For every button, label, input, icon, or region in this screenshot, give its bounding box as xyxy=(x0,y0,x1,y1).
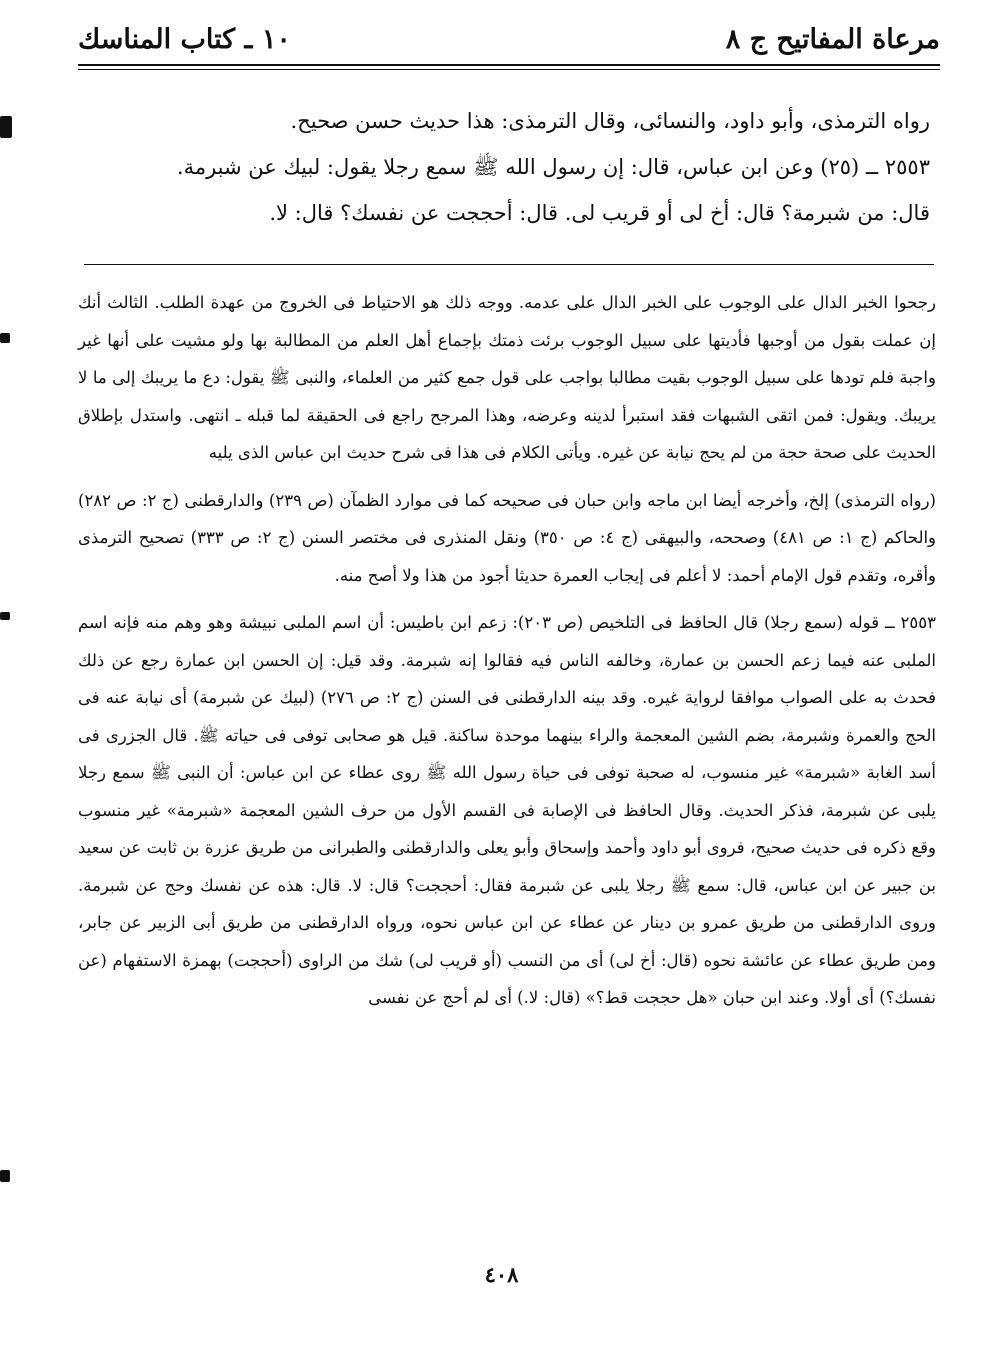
hadith-line-1: رواه الترمذى، وأبو داود، والنسائى، وقال الترمذى: هذا حديث حسن صحيح. xyxy=(290,109,930,133)
header-rule-thick xyxy=(78,64,940,66)
hadith-line-3: قال: من شبرمة؟ قال: أخ لى أو قريب لى. قال: أحججت عن نفسك؟ قال: لا. xyxy=(269,201,930,225)
commentary-paragraph-2: (رواه الترمذى) إلخ، وأخرجه أيضا ابن ماجه وابن حبان فى صحيحه كما فى موارد الظمآن (ص ٢٣٩) والدارقطنى (ج ٢: ص ٢٨٢) والحاكم (ج ١: ص ٤٨١) وصححه، والبيهقى (ج ٤: ص ٣٥٠) ونقل المنذرى فى مختصر السنن (ج ٢: ص ٣٣٣) تصحيح الترمذى وأقره، وتقدم قول الإمام أحمد: لا أعلم فى إيجاب العمرة حديثا أجود من هذا ولا أصح منه. xyxy=(78,490,937,585)
running-header xyxy=(78,14,940,64)
page-number: ٤٠٨ xyxy=(484,1262,519,1287)
scan-edge-mark xyxy=(0,612,10,620)
scan-edge-mark xyxy=(0,116,12,138)
commentary-paragraph-3: ٢٥٥٣ ــ قوله (سمع رجلا) قال الحافظ فى التلخيص (ص ٢٠٣): زعم ابن باطيس: أن اسم الملبى نبيشة وهو وهم منه فإنه اسم الملبى عنه فيما زعم الحسن بن عمارة، وخالفه الناس فيه فقالوا إنه شبرمة. وقد قيل: إن الحسن ابن عمارة رجع عن ذلك فحدث به على الصواب موافقا لرواية غيره. وقد بينه الدارقطنى فى السنن (ج ٢: ص ٢٧٦) (لبيك عن شبرمة) أى نيابة عنه فى الحج والعمرة وشبرمة، بضم الشين المعجمة والراء بينهما موحدة ساكنة. قيل هو صحابى توفى فى حياته ﷺ. قال الجزرى فى أسد الغابة «شبرمة» غير منسوب، له صحبة توفى فى حياة رسول الله ﷺ روى عطاء عن ابن عباس: أن النبى ﷺ سمع رجلا يلبى عن شبرمة، فذكر الحديث. وقال الحافظ فى الإصابة فى القسم الأول من حرف الشين المعجمة «شبرمة» غير منسوب وقع ذكره فى حديث صحيح، فروى أبو داود وأحمد وإسحاق وأبو يعلى والدارقطنى والطبرانى من طريق عزرة بن ثابت عن سعيد بن جبير عن ابن عباس، قال: سمع ﷺ رجلا يلبى عن شبرمة فقال: أحججت؟ قال: لا. قال: هذه عن نفسك وحج عن شبرمة. وروى الدارقطنى من طريق عمرو بن دينار عن عطاء عن ابن عباس نحوه، ورواه الدارقطنى من طريق أبى الزبير عن جابر، ومن طريق عطاء عن عائشة نحوه (قال: أخ لى) أى من النسب (أو قريب لى) شك من الراوى (أحججت) بهمزة الاستفهام (عن نفسك؟) أى أولا. وعند ابن حبان «هل حججت قط؟» (قال: لا.) أى لم أحج عن نفسى xyxy=(78,613,936,1007)
commentary-text xyxy=(78,284,936,1029)
scan-edge-mark xyxy=(0,333,10,343)
header-rule-thin xyxy=(78,69,940,70)
hadith-text xyxy=(90,98,930,236)
header-book-title: مرعاة المفاتيح ج ٨ xyxy=(725,23,940,55)
scan-edge-mark xyxy=(0,1170,10,1182)
commentary-paragraph-1: رجحوا الخبر الدال على الوجوب على الخبر الدال على عدمه. ووجه ذلك هو الاحتياط فى الخروج من عهدة الطلب. الثالث أنك إن عملت بقول من أوجبها فأديتها على سبيل الوجوب برئت ذمتك بإجماع أهل العلم من المطالبة بها ولو مشيت على أنها غير واجبة فلم تودها على سبيل الوجوب بقيت مطالبا بواجب على قول جمع كثير من العلماء، والنبى ﷺ يقول: دع ما يريبك إلى ما لا يريبك. ويقول: فمن اتقى الشبهات فقد استبرأ لدينه وعرضه، وهذا المرجح راجع فى الحقيقة لما قبله ـ انتهى. واستدل بإطلاق الحديث على صحة حجة من لم يحج نيابة عن غيره. ويأتى الكلام فى هذا فى شرح حديث ابن عباس الذى يليه xyxy=(78,293,936,462)
header-chapter-title: ١٠ ـ كتاب المناسك xyxy=(78,23,291,55)
section-divider xyxy=(84,264,934,265)
hadith-line-2: ٢٥٥٣ ــ (٢٥) وعن ابن عباس، قال: إن رسول الله ﷺ سمع رجلا يقول: لبيك عن شبرمة. xyxy=(176,155,930,179)
